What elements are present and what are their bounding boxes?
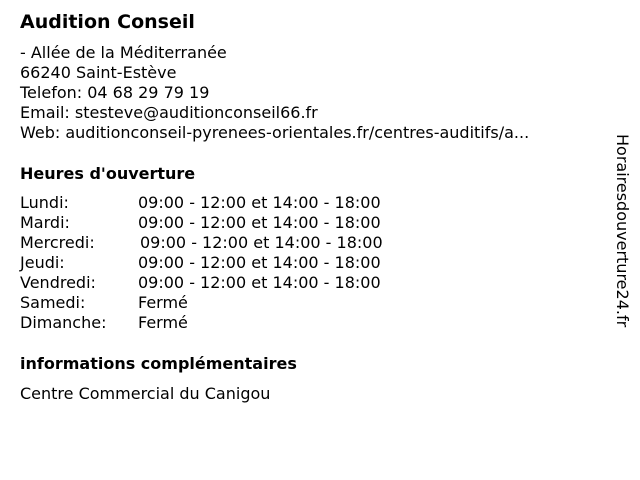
day-label: Mardi: <box>20 213 70 232</box>
hours-row-saturday <box>20 293 440 313</box>
hours-row-tuesday <box>20 213 440 233</box>
hours-value: Fermé <box>138 313 188 332</box>
additional-info-text: Centre Commercial du Canigou <box>20 384 271 403</box>
hours-value: 09:00 - 12:00 et 14:00 - 18:00 <box>138 273 381 292</box>
day-label: Samedi: <box>20 293 86 312</box>
day-label: Vendredi: <box>20 273 96 292</box>
website-link: Web: auditionconseil-pyrenees-orientales.fr/centres-auditifs/a... <box>20 123 530 142</box>
day-label: Lundi: <box>20 193 69 212</box>
phone-number: Telefon: 04 68 29 79 19 <box>20 83 210 102</box>
hours-value: 09:00 - 12:00 et 14:00 - 18:00 <box>138 193 381 212</box>
additional-info-title: informations complémentaires <box>20 354 297 373</box>
hours-value: 09:00 - 12:00 et 14:00 - 18:00 <box>138 253 381 272</box>
contact-block <box>20 43 529 143</box>
hours-row-monday <box>20 193 440 213</box>
hours-value: 09:00 - 12:00 et 14:00 - 18:00 <box>140 233 383 252</box>
site-watermark: Horairesdouverture24.fr <box>613 134 632 328</box>
day-label: Jeudi: <box>20 253 65 272</box>
opening-hours-title: Heures d'ouverture <box>20 164 196 183</box>
email-address: Email: stesteve@auditionconseil66.fr <box>20 103 318 122</box>
day-label: Mercredi: <box>20 233 95 252</box>
day-label: Dimanche: <box>20 313 107 332</box>
opening-hours-table <box>20 193 440 333</box>
hours-value: 09:00 - 12:00 et 14:00 - 18:00 <box>138 213 381 232</box>
hours-row-thursday <box>20 253 440 273</box>
hours-row-sunday <box>20 313 440 333</box>
city-address: 66240 Saint-Estève <box>20 63 177 82</box>
business-name: Audition Conseil <box>20 11 195 33</box>
hours-row-friday <box>20 273 440 293</box>
street-address: - Allée de la Méditerranée <box>20 43 227 62</box>
hours-row-wednesday <box>20 233 440 253</box>
hours-value: Fermé <box>138 293 188 312</box>
